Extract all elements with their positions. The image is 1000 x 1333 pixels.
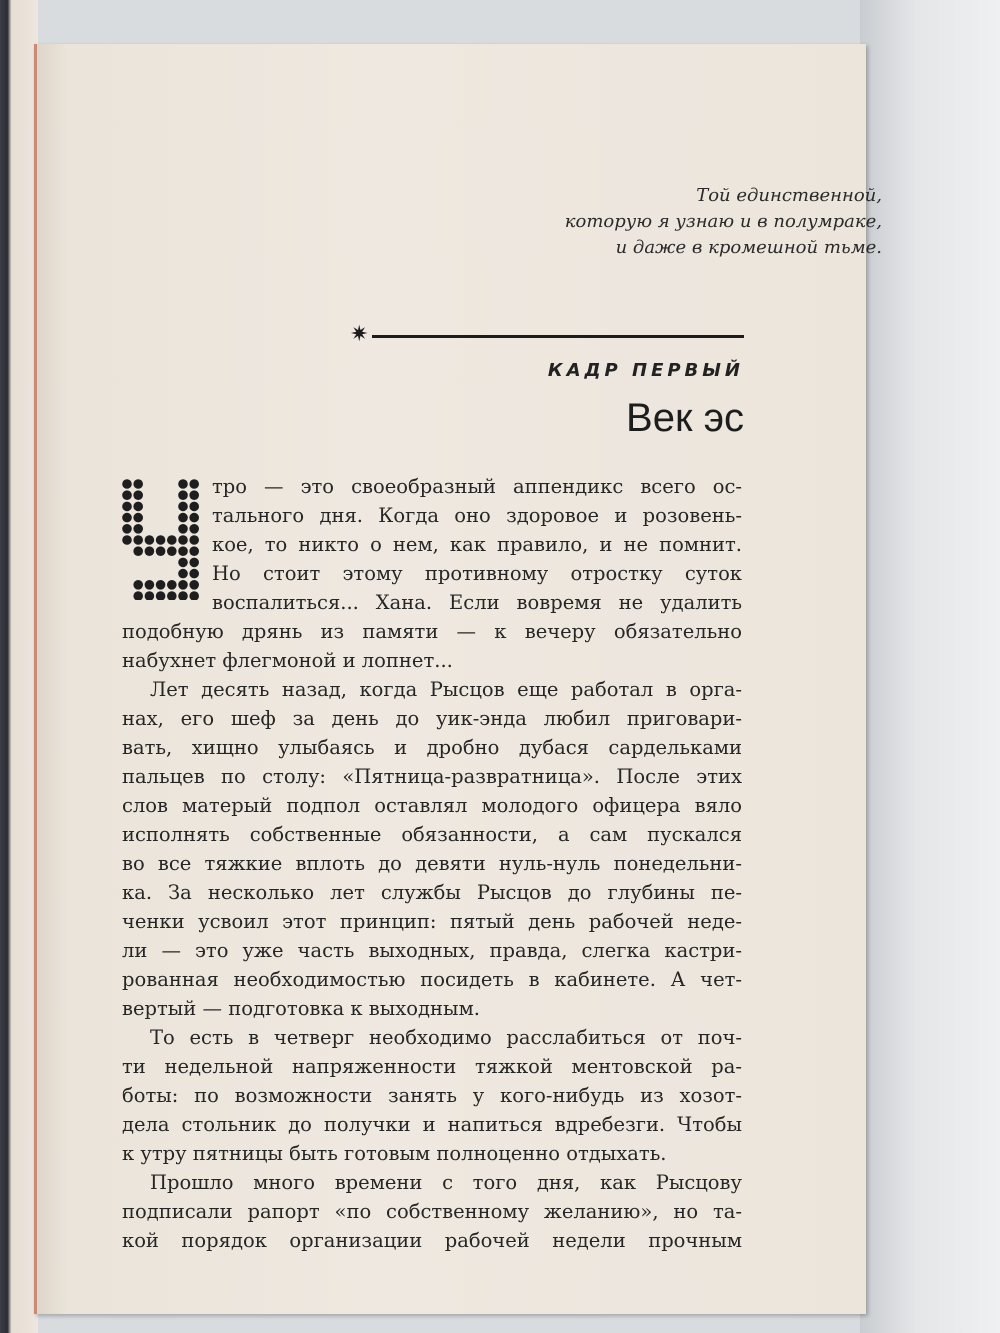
- text-line: воспалиться... Хана. Если вовремя не удалить: [212, 591, 742, 614]
- text-line: Прошло много времени с того дня, как Рысцову: [150, 1171, 742, 1194]
- star-ornament-icon: ✷: [350, 322, 369, 347]
- text-line: набухнет флегмоной и лопнет...: [122, 649, 453, 672]
- epigraph-line: которую я узнаю и в полумраке,: [564, 211, 882, 232]
- text-line: тального дня. Когда оно здоровое и розовень-: [212, 504, 742, 527]
- text-line: ченки усвоил этот принцип: пятый день рабочей неде-: [122, 910, 742, 933]
- text-line: исполнять собственные обязанности, а сам пускался: [122, 823, 742, 846]
- divider-line: [372, 335, 744, 338]
- text-line: Лет десять назад, когда Рысцов еще работал в орга-: [150, 678, 742, 701]
- text-line: слов матерый подпол оставлял молодого офицера вяло: [122, 794, 742, 817]
- text-line: кое, то никто о нем, как правило, и не помнит.: [212, 533, 742, 556]
- text-line: пальцев по столу: «Пятница-развратница». После этих: [122, 765, 742, 788]
- chapter-divider: [350, 322, 744, 347]
- text-line: вертый — подготовка к выходным.: [122, 997, 480, 1020]
- epigraph-line: Той единственной,: [696, 185, 882, 206]
- text-line: кой порядок организации рабочей недели прочным: [122, 1229, 742, 1252]
- text-line: подобную дрянь из памяти — к вечеру обязательно: [122, 620, 742, 643]
- text-line: во все тяжкие вплоть до девяти нуль-нуль понедельни-: [122, 852, 742, 875]
- chapter-title: Век эс: [626, 396, 744, 440]
- epigraph-line: и даже в кромешной тьме.: [615, 237, 882, 258]
- text-line: к утру пятницы быть готовым полноценно отдыхать.: [122, 1142, 667, 1165]
- body-text: [122, 472, 742, 1255]
- book-cover-edge: [0, 0, 38, 1333]
- text-line: подписали рапорт «по собственному желанию», но та-: [122, 1200, 742, 1223]
- text-line: ти недельной напряженности тяжкой ментовской ра-: [122, 1055, 742, 1078]
- text-line: боты: по возможности занять у кого-нибудь из хозот-: [122, 1084, 742, 1107]
- text-line: рованная необходимостью посидеть в кабинете. А чет-: [122, 968, 742, 991]
- text-line: тро — это своеобразный аппендикс всего ос-: [212, 475, 742, 498]
- text-line: Но стоит этому противному отростку суток: [212, 562, 742, 585]
- text-line: вать, хищно улыбаясь и дробно дубася сардельками: [122, 736, 742, 759]
- text-line: То есть в четверг необходимо расслабиться от поч-: [150, 1026, 742, 1049]
- text-line: нах, его шеф за день до уик-энда любил приговари-: [122, 707, 742, 730]
- text-line: дела стольник до получки и напиться вдребезги. Чтобы: [122, 1113, 742, 1136]
- epigraph: [322, 183, 882, 261]
- chapter-label: КАДР ПЕРВЫЙ: [547, 360, 744, 381]
- text-line: ли — это уже часть выходных, правда, слегка кастри-: [122, 939, 742, 962]
- text-line: ка. За несколько лет службы Рысцов до глубины пе-: [122, 881, 742, 904]
- page-edge: [34, 44, 37, 1314]
